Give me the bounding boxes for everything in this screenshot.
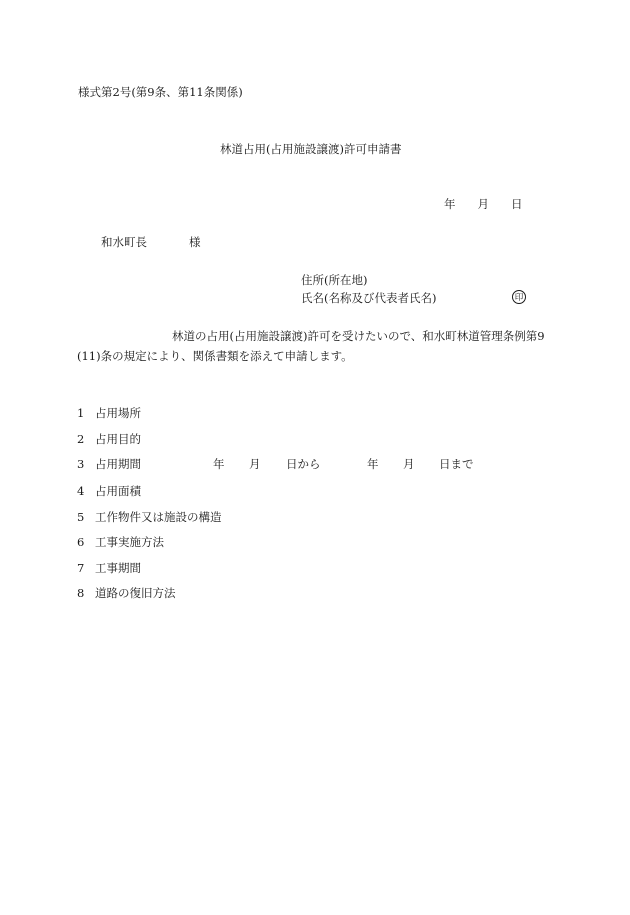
period-start-month: 月 bbox=[249, 457, 261, 471]
list-item bbox=[77, 484, 141, 498]
item-label: 道路の復旧方法 bbox=[95, 586, 176, 600]
item-label: 占用期間 bbox=[95, 457, 141, 471]
list-item bbox=[77, 510, 222, 524]
document-title: 林道占用(占用施設譲渡)許可申請書 bbox=[220, 142, 402, 156]
list-item bbox=[77, 457, 141, 471]
item-label: 工作物件又は施設の構造 bbox=[95, 510, 222, 524]
list-item bbox=[77, 535, 164, 549]
date-month-label: 月 bbox=[477, 197, 489, 211]
item-number: 4 bbox=[77, 484, 85, 498]
form-number: 様式第2号(第9条、第11条関係) bbox=[78, 85, 243, 99]
addressee-honorific: 様 bbox=[189, 235, 201, 249]
item-number: 8 bbox=[77, 586, 85, 600]
list-item bbox=[77, 432, 141, 446]
item-number: 1 bbox=[77, 406, 85, 420]
item-label: 占用面積 bbox=[95, 484, 141, 498]
period-start-year: 年 bbox=[213, 457, 225, 471]
period-start-day: 日から bbox=[286, 457, 321, 471]
date-line bbox=[444, 197, 523, 211]
applicant-address-label: 住所(所在地) bbox=[301, 273, 368, 287]
item-number: 2 bbox=[77, 432, 85, 446]
list-item bbox=[77, 406, 141, 420]
item-label: 占用目的 bbox=[95, 432, 141, 446]
period-end-month: 月 bbox=[403, 457, 415, 471]
period-end-year: 年 bbox=[367, 457, 379, 471]
date-year-label: 年 bbox=[444, 197, 456, 211]
item-label: 工事期間 bbox=[95, 561, 141, 575]
body-text-line-2: (11)条の規定により、関係書類を添えて申請します。 bbox=[77, 349, 353, 363]
list-item bbox=[77, 586, 176, 600]
addressee bbox=[101, 235, 201, 249]
date-day-label: 日 bbox=[511, 197, 523, 211]
addressee-name: 和水町長 bbox=[101, 235, 147, 249]
body-text-line-1: 林道の占用(占用施設譲渡)許可を受けたいので、和水町林道管理条例第9 bbox=[172, 329, 545, 343]
item-number: 5 bbox=[77, 510, 85, 524]
seal-icon: 印 bbox=[512, 290, 526, 304]
applicant-name-label: 氏名(名称及び代表者氏名) bbox=[301, 291, 437, 305]
item-label: 占用場所 bbox=[95, 406, 141, 420]
item-number: 7 bbox=[77, 561, 85, 575]
item-number: 3 bbox=[77, 457, 85, 471]
list-item bbox=[77, 561, 141, 575]
item-label: 工事実施方法 bbox=[95, 535, 164, 549]
item-number: 6 bbox=[77, 535, 85, 549]
period-end-day: 日まで bbox=[439, 457, 474, 471]
